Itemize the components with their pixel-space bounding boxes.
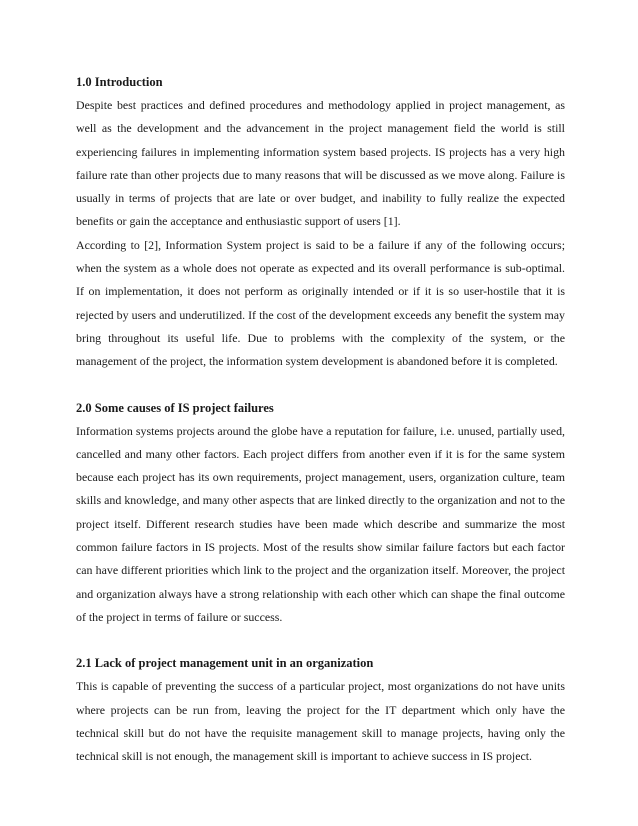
paragraph-lack-of-pm-unit-1: This is capable of preventing the success of a particular project, most organizations do not have units where projects can be run from, leaving the project for the IT department which only have the technical skill but do not have the requisite management skill to manage projects, having only the technical skill is not enough, the management skill is important to achieve success in IS project. bbox=[76, 679, 565, 764]
paragraph-causes-1: Information systems projects around the globe have a reputation for failure, i.e. unused, partially used, cancelled and many other factors. Each project differs from another even if it is for the same system because each project has its own requirements, project management, users, organization culture, team skills and knowledge, and many other aspects that are linked directly to the organization and not to the project itself. Different research studies have been made which describe and summarize the most common failure factors in IS projects. Most of the results show similar failure factors but each factor can have different priorities which link to the project and the organization itself. Moreover, the project and organization always have a strong relationship with each other which can shape the final outcome of the project in terms of failure or success. bbox=[76, 423, 565, 624]
paragraph-introduction-2: According to [2], Information System project is said to be a failure if any of the following occurs; when the system as a whole does not operate as expected and its overall performance is sub-optimal. If on implementation, it does not perform as originally intended or if it is so user-hostile that it is rejected by users and underutilized. If the cost of the development exceeds any benefit the system may bring throughout its useful life. Due to problems with the complexity of the system, or the management of the project, the information system development is abandoned before it is completed. bbox=[76, 237, 565, 369]
document-page bbox=[76, 70, 565, 768]
section-lack-of-pm-unit bbox=[76, 651, 565, 768]
section-heading-introduction: 1.0 Introduction bbox=[76, 75, 163, 89]
section-causes bbox=[76, 396, 565, 630]
section-heading-causes: 2.0 Some causes of IS project failures bbox=[76, 400, 274, 415]
paragraph-introduction-1: Despite best practices and defined procedures and methodology applied in project management, as well as the development and the advancement in the project management field the world is still experiencing failures in implementing information system based projects. IS projects has a very high failure rate than other projects due to many reasons that will be discussed as we move along. Failure is usually in terms of projects that are late or over budget, and inability to fully realize the expected benefits or gain the acceptance and enthusiastic support of users [1]. bbox=[76, 98, 565, 229]
section-heading-lack-of-pm-unit: 2.1 Lack of project management unit in an organization bbox=[76, 656, 374, 671]
section-introduction bbox=[76, 70, 565, 374]
